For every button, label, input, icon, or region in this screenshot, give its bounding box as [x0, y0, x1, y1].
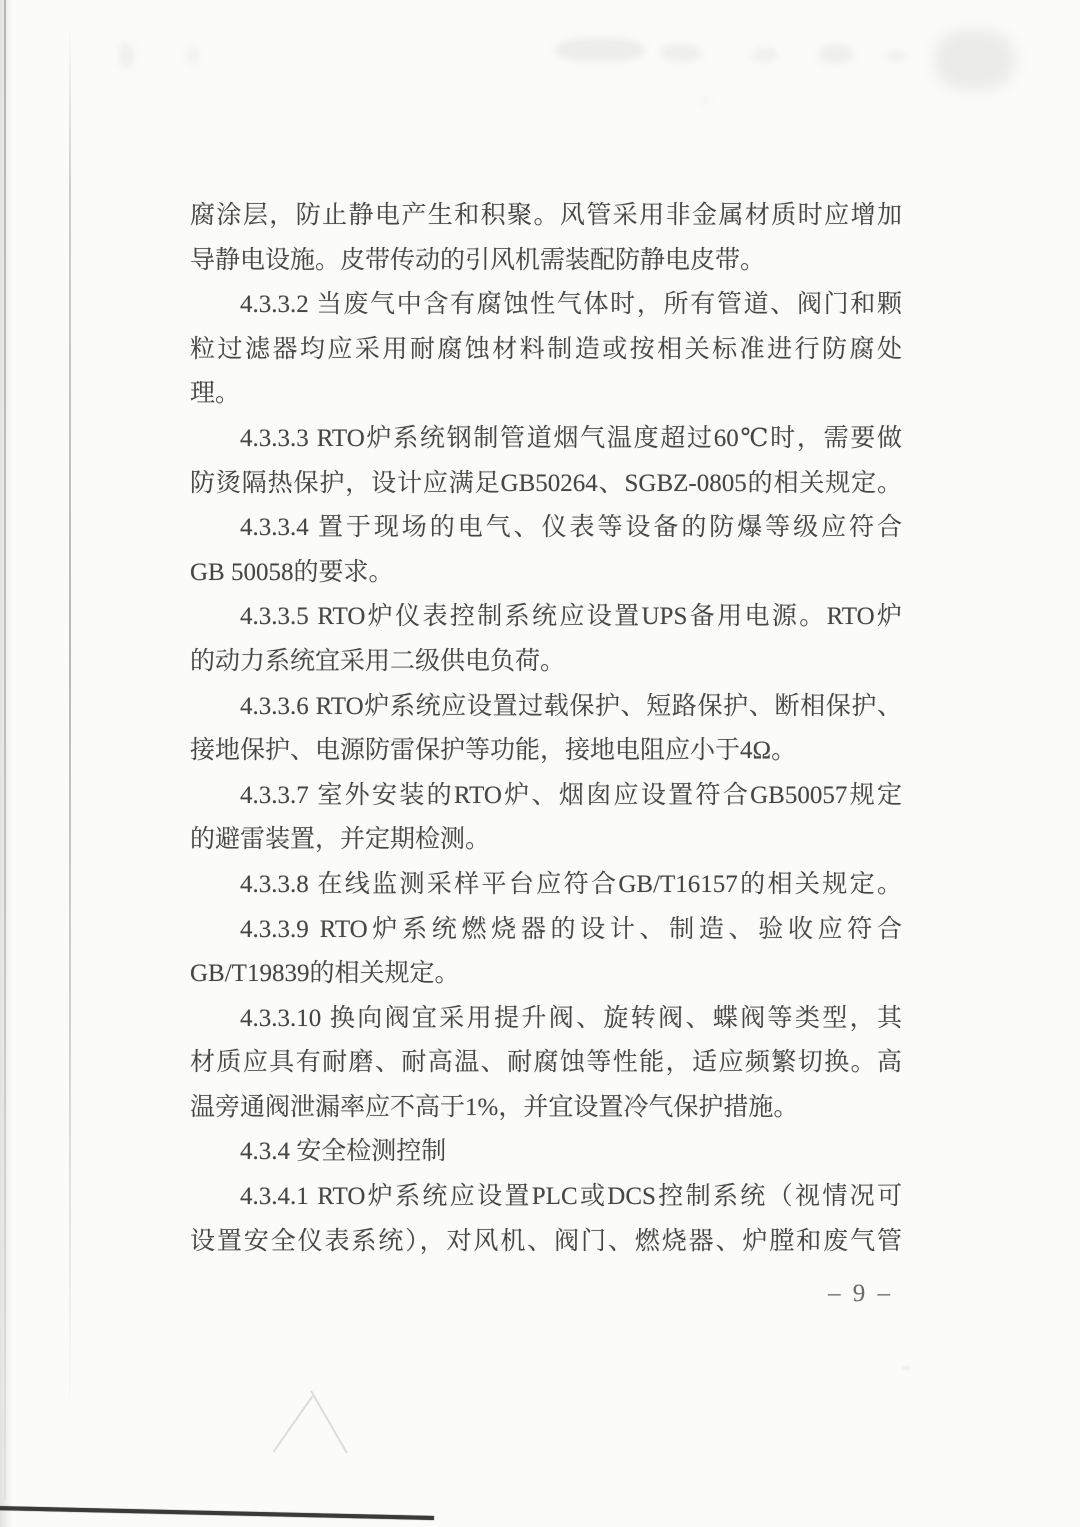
- text-line: 的动力系统宜采用二级供电负荷。: [190, 647, 566, 675]
- bleedthrough-smudge: [188, 46, 198, 64]
- text-line: 设置安全仪表系统），对风机、阀门、燃烧器、炉膛和废气管: [190, 1227, 902, 1255]
- text-line: GB/T19839的相关规定。: [190, 960, 460, 988]
- text-line: 导静电设施。皮带传动的引风机需装配防静电皮带。: [190, 246, 766, 274]
- scan-scratch: [273, 1396, 314, 1453]
- heading-4-3-4-line: 4.3.4 安全检测控制: [240, 1138, 447, 1166]
- clause-4-3-3-9-line: 4.3.3.9 RTO炉系统燃烧器的设计、制造、验收应符合: [240, 915, 902, 943]
- clause-4-3-3-5-line: 4.3.3.5 RTO炉仪表控制系统应设置UPS备用电源。RTO炉: [240, 603, 902, 631]
- bleedthrough-smudge: [660, 44, 702, 62]
- text-line: 理。: [190, 380, 241, 408]
- clause-4-3-3-4-line: 4.3.3.4 置于现场的电气、仪表等设备的防爆等级应符合: [240, 514, 902, 542]
- clause-4-3-3-7-line: 4.3.3.7 室外安装的RTO炉、烟囱应设置符合GB50057规定: [240, 781, 902, 809]
- text-line: GB 50058的要求。: [190, 558, 394, 586]
- page-number: – 9 –: [828, 1280, 893, 1307]
- bleedthrough-smudge: [700, 96, 709, 104]
- text-line: 腐涂层，防止静电产生和积聚。风管采用非金属材质时应增加: [190, 202, 902, 229]
- document-text: [190, 194, 902, 1264]
- scan-speck: [902, 1366, 910, 1370]
- text-line: 材质应具有耐磨、耐高温、耐腐蚀等性能，适应频繁切换。高: [190, 1049, 902, 1077]
- bleedthrough-smudge: [818, 44, 854, 64]
- bleedthrough-smudge: [935, 30, 1015, 90]
- scan-bottom-edge-line: [0, 1506, 434, 1520]
- clause-4-3-3-3-line: 4.3.3.3 RTO炉系统钢制管道烟气温度超过60℃时，需要做: [240, 424, 902, 452]
- clause-4-3-3-10-line: 4.3.3.10 换向阀宜采用提升阀、旋转阀、蝶阀等类型，其: [240, 1004, 902, 1032]
- clause-4-3-4-1-line: 4.3.4.1 RTO炉系统应设置PLC或DCS控制系统（视情况可: [240, 1183, 902, 1211]
- text-line: 粒过滤器均应采用耐腐蚀材料制造或按相关标准进行防腐处: [190, 335, 902, 363]
- scan-left-edge-line: [4, 0, 6, 1500]
- scan-scratch: [310, 1390, 348, 1453]
- bleedthrough-smudge: [752, 48, 778, 62]
- bleedthrough-smudge: [120, 42, 134, 68]
- bleedthrough-smudge: [555, 38, 645, 62]
- bleedthrough-smudge: [886, 50, 906, 62]
- text-line: 防烫隔热保护，设计应满足GB50264、SGBZ-0805的相关规定。: [190, 469, 902, 497]
- scan-fold-line: [69, 25, 71, 1415]
- text-line: 接地保护、电源防雷保护等功能，接地电阻应小于4Ω。: [190, 737, 797, 765]
- clause-4-3-3-8-line: 4.3.3.8 在线监测采样平台应符合GB/T16157的相关规定。: [240, 870, 902, 898]
- text-line: 的避雷装置，并定期检测。: [190, 826, 491, 854]
- scan-left-edge-shading: [0, 0, 12, 1527]
- clause-4-3-3-6-line: 4.3.3.6 RTO炉系统应设置过载保护、短路保护、断相保护、: [240, 692, 902, 720]
- clause-4-3-3-2-line: 4.3.3.2 当废气中含有腐蚀性气体时，所有管道、阀门和颗: [240, 291, 902, 319]
- text-line: 温旁通阀泄漏率应不高于1%，并宜设置冷气保护措施。: [190, 1093, 799, 1121]
